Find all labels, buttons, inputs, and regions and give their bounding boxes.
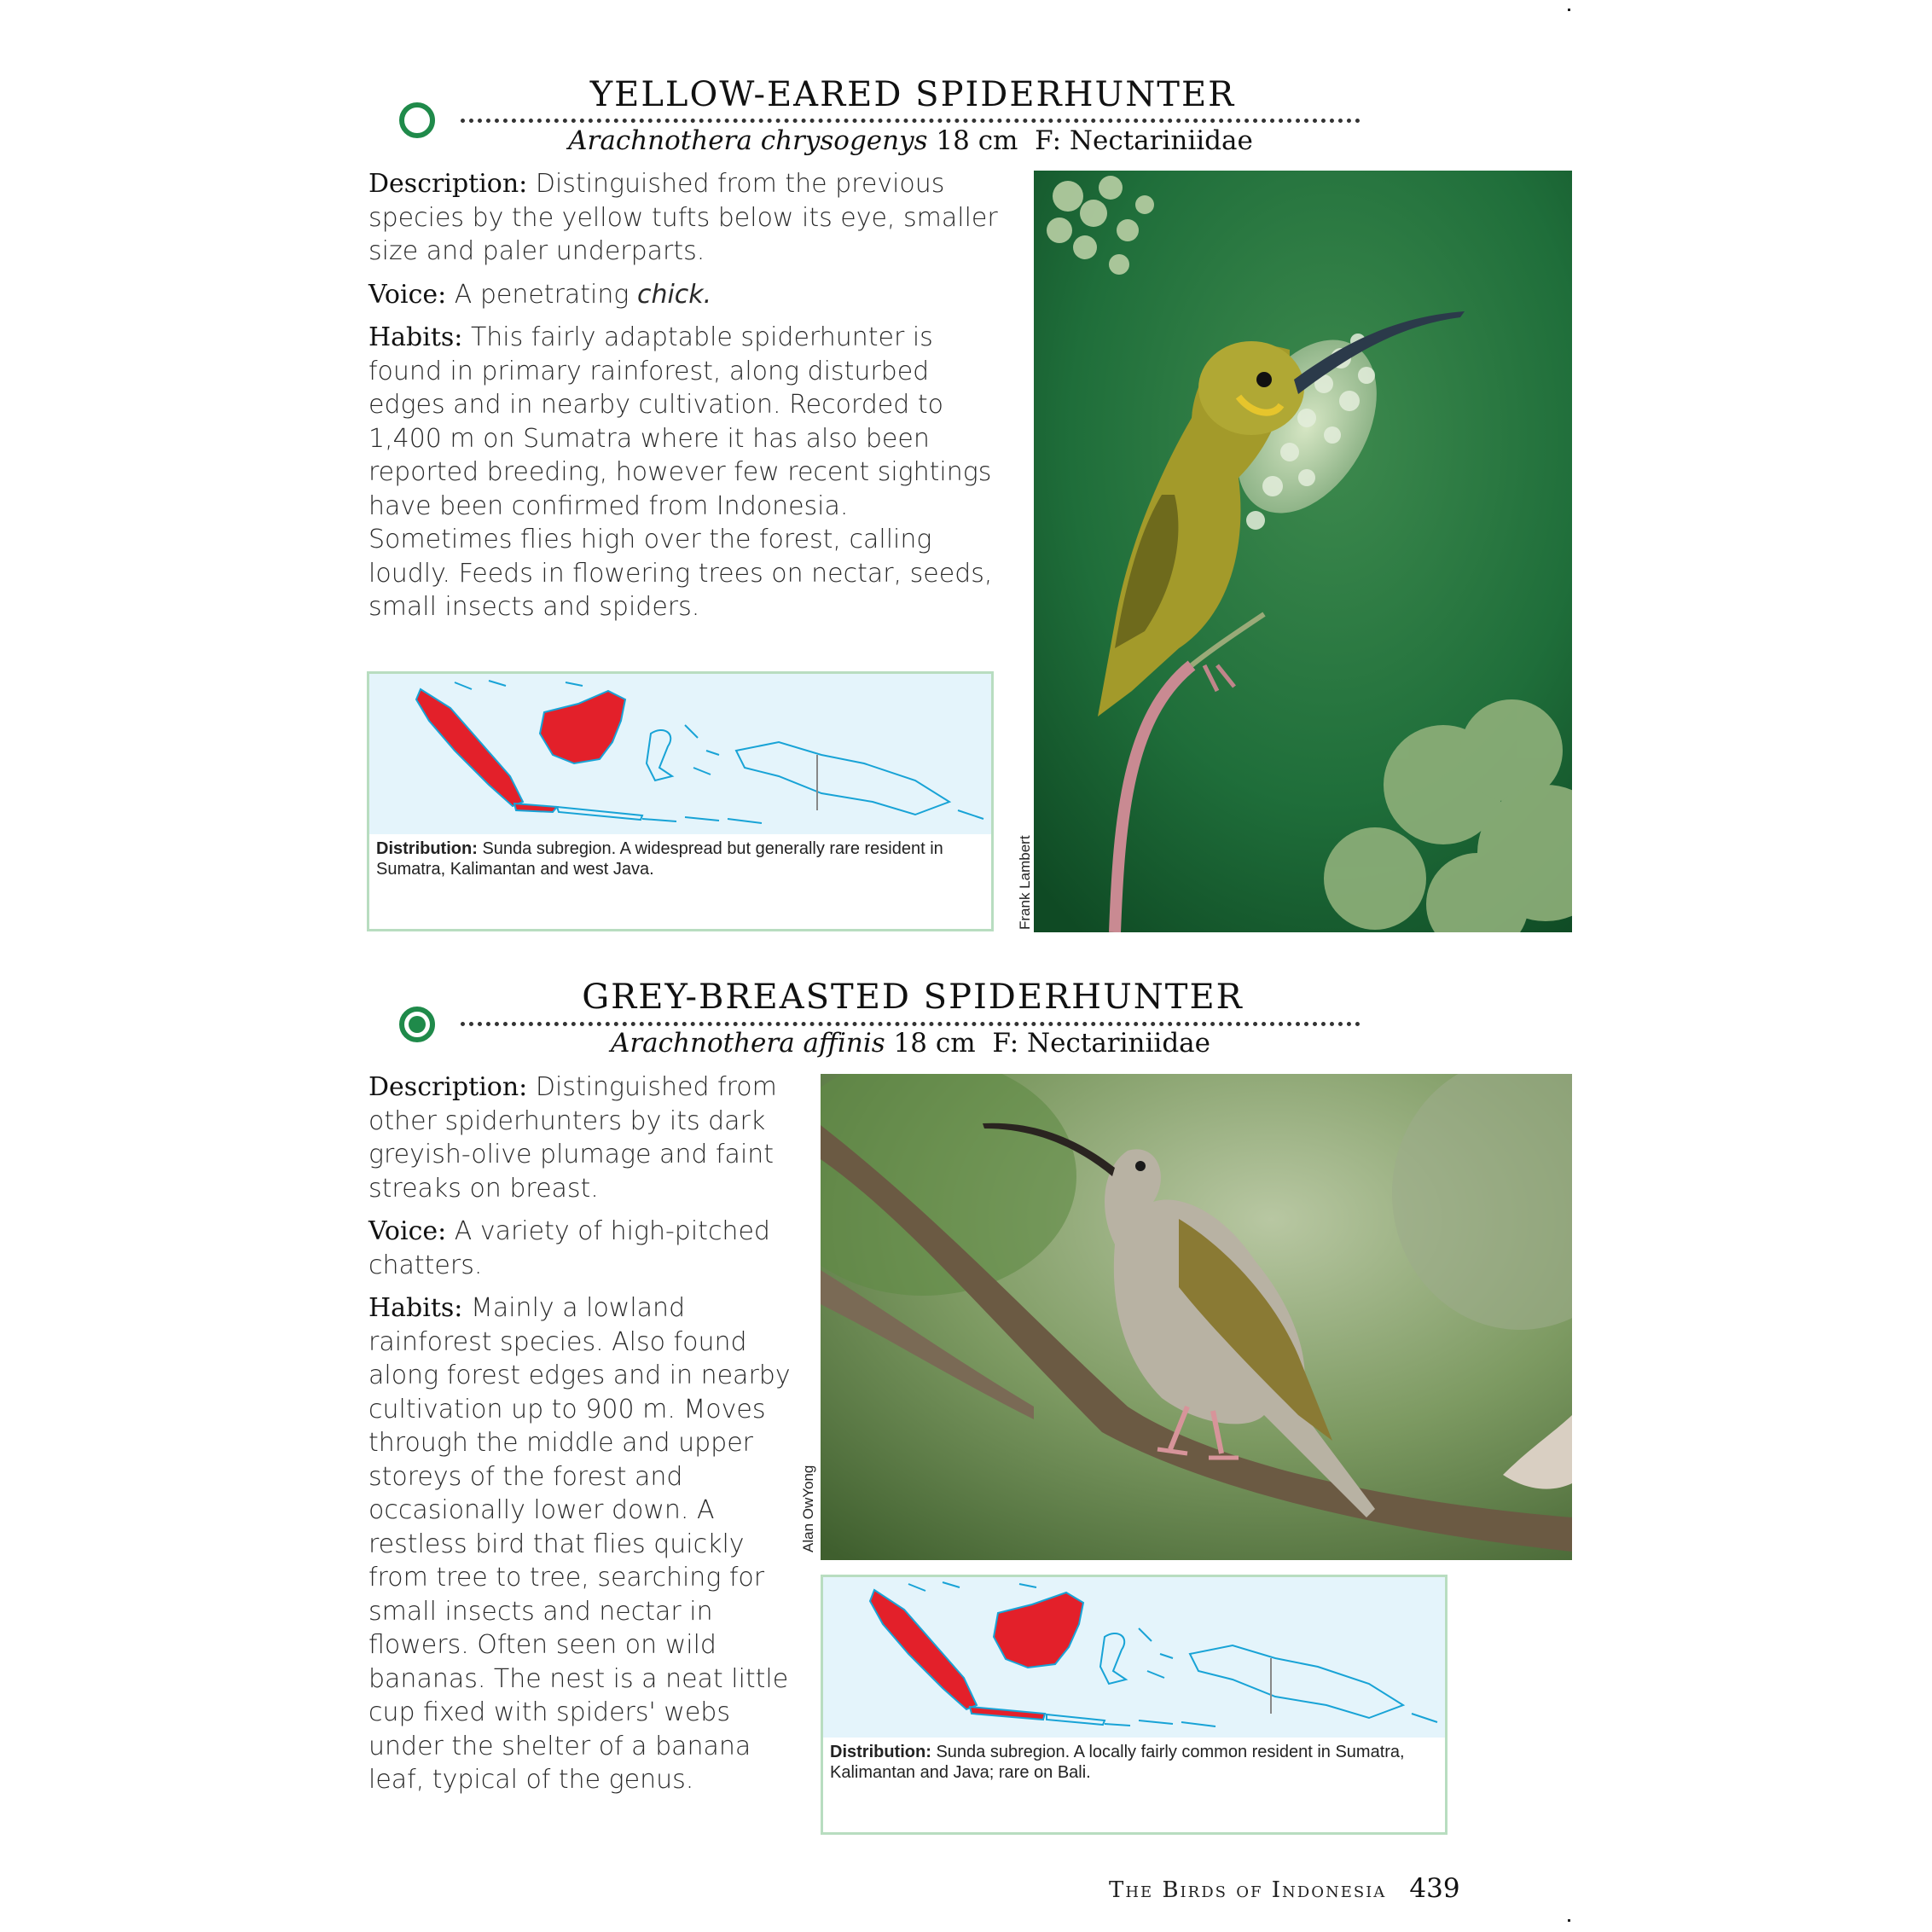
species-text bbox=[368, 1070, 791, 1807]
distribution-map bbox=[369, 674, 991, 834]
description-text: Distinguished from other spiderhunters by its dark greyish-olive plumage and faint streaks on breast. bbox=[368, 1072, 777, 1204]
bird-photo bbox=[821, 1074, 1572, 1560]
dotted-rule bbox=[461, 1022, 1361, 1026]
photo-credit: Frank Lambert bbox=[1017, 835, 1033, 930]
bird-photo bbox=[1034, 171, 1572, 932]
description-paragraph bbox=[368, 1070, 791, 1205]
distribution-text: Sunda subregion. A widespread but generally rare resident in Sumatra, Kalimantan and west Java. bbox=[376, 839, 943, 879]
distribution-text: Sunda subregion. A locally fairly common resident in Sumatra, Kalimantan and Java; rare on Bali. bbox=[830, 1743, 1405, 1782]
species-text bbox=[368, 167, 1000, 634]
species-length: 18 cm bbox=[936, 125, 1018, 156]
distribution-label: Distribution: bbox=[376, 839, 478, 858]
habits-label: Habits: bbox=[368, 1293, 463, 1323]
voice-paragraph bbox=[368, 278, 1000, 312]
voice-call: chick. bbox=[636, 279, 712, 310]
species-subheading bbox=[461, 1028, 1361, 1059]
description-paragraph bbox=[368, 167, 1000, 269]
species-family: F: Nectariniidae bbox=[1035, 125, 1253, 156]
species-family: F: Nectariniidae bbox=[992, 1028, 1211, 1059]
voice-paragraph bbox=[368, 1215, 791, 1282]
filled-circle-status-icon bbox=[399, 1007, 435, 1042]
crop-mark bbox=[1568, 1919, 1570, 1922]
habits-paragraph bbox=[368, 321, 1000, 624]
page-footer bbox=[1109, 1873, 1460, 1904]
voice-label: Voice: bbox=[368, 279, 447, 310]
distribution-caption bbox=[376, 838, 986, 879]
photo-credit: Alan OwYong bbox=[800, 1465, 816, 1552]
description-text: Distinguished from the previous species by the yellow tufts below its eye, smaller size and paler underparts. bbox=[368, 169, 998, 266]
scientific-name: Arachnothera chrysogenys bbox=[568, 125, 928, 156]
habits-label: Habits: bbox=[368, 322, 463, 352]
species-common-name: YELLOW-EARED SPIDERHUNTER bbox=[589, 75, 1236, 114]
voice-text: A variety of high-pitched chatters. bbox=[368, 1216, 770, 1280]
habits-text: Mainly a lowland rainforest species. Also found along forest edges and in nearby cultivation up to 900 m. Moves through the middle and upper storeys of the forest and occasionally lower down. A restless bird that flies quickly from tree to tree, searching for small insects and nectar in flowers. Often seen on wild bananas. The nest is a neat little cup fixed with spiders' webs under the shelter of a banana leaf, typical of the genus. bbox=[368, 1293, 791, 1795]
distribution-caption bbox=[830, 1742, 1440, 1783]
distribution-box bbox=[367, 671, 994, 931]
distribution-box bbox=[821, 1575, 1448, 1835]
voice-text: A penetrating bbox=[454, 279, 629, 310]
habits-text: This fairly adaptable spiderhunter is found in primary rainforest, along disturbed edges and in nearby cultivation. Recorded to 1,400 m on Sumatra where it has also been reported breeding, however few recent sightings have been confirmed from Indonesia. Sometimes flies high over the forest, calling loudly. Feeds in flowering trees on nectar, seeds, small insects and spiders. bbox=[368, 322, 993, 622]
scientific-name: Arachnothera affinis bbox=[610, 1028, 885, 1059]
dotted-rule bbox=[461, 119, 1361, 123]
running-footer-title: The Birds of Indonesia bbox=[1109, 1877, 1387, 1903]
hollow-circle-status-icon bbox=[399, 102, 435, 138]
species-common-name: GREY-BREASTED SPIDERHUNTER bbox=[582, 978, 1244, 1017]
description-label: Description: bbox=[368, 1072, 528, 1102]
habits-paragraph bbox=[368, 1291, 791, 1797]
crop-mark bbox=[1568, 9, 1570, 11]
voice-label: Voice: bbox=[368, 1216, 447, 1246]
distribution-label: Distribution: bbox=[830, 1743, 931, 1761]
page-number: 439 bbox=[1409, 1873, 1460, 1904]
distribution-map bbox=[823, 1577, 1445, 1738]
species-length: 18 cm bbox=[893, 1028, 976, 1059]
description-label: Description: bbox=[368, 169, 528, 199]
species-subheading bbox=[461, 125, 1361, 156]
